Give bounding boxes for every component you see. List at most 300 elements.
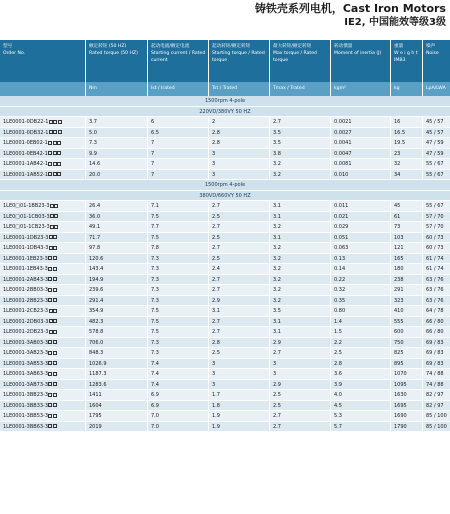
- table-cell: 47 / 59: [426, 150, 444, 157]
- placeholder-box-icon: [49, 319, 53, 323]
- table-cell: 2019: [86, 422, 148, 432]
- table-row: [0, 138, 450, 149]
- placeholder-box-icon: [50, 204, 54, 208]
- placeholder-box-icon: [54, 214, 58, 218]
- table-cell: 3: [209, 170, 270, 180]
- placeholder-box-icon: [53, 162, 57, 166]
- table-cell: 7.3: [148, 285, 209, 295]
- unit-cell: Tmax / Trated: [270, 82, 331, 96]
- table-cell: 64 / 78: [426, 308, 444, 314]
- table-cell: 600: [391, 327, 423, 337]
- table-cell: 1LE0001-0EB42-1: [0, 149, 86, 159]
- table-cell: 0.011: [331, 201, 391, 211]
- placeholder-box-icon: [49, 330, 53, 334]
- table-cell: 354.9: [86, 306, 148, 316]
- table-cell: 3: [270, 369, 331, 379]
- placeholder-box-icon: [49, 246, 53, 250]
- table-cell: 143.4: [86, 264, 148, 274]
- placeholder-box-icon: [53, 393, 57, 397]
- table-cell: 61 / 74: [426, 255, 444, 262]
- table-row: [0, 159, 450, 170]
- unit-cell: kgm²: [331, 82, 391, 96]
- table-cell: 7.7: [148, 222, 209, 232]
- table-cell: 71.7: [86, 233, 148, 243]
- table-cell: 63 / 76: [426, 297, 444, 304]
- table-cell: 45: [391, 201, 423, 211]
- table-cell: 36.0: [86, 212, 148, 222]
- table-cell: 1LE0001-0EB02-1: [0, 138, 86, 148]
- table-cell: 291.4: [86, 296, 148, 306]
- table-cell: 3.2: [270, 285, 331, 295]
- table-cell: 3.1: [270, 212, 331, 222]
- table-cell: 7.4: [148, 369, 209, 379]
- page-title: [255, 2, 446, 30]
- table-cell: 1LE0001-3AB73-3: [0, 380, 86, 390]
- table-cell: 3: [270, 359, 331, 369]
- table-cell: 74 / 88: [426, 381, 444, 388]
- unit-cell: Tst / Trated: [209, 82, 270, 96]
- table-cell: 5.0: [86, 128, 148, 138]
- table-row: [0, 212, 450, 223]
- section-voltage-band: 380VD/660VY 50 HZ: [0, 191, 450, 202]
- placeholder-box-icon: [48, 393, 52, 397]
- table-cell: 2.7: [270, 422, 331, 432]
- table-cell: 3.2: [270, 264, 331, 274]
- placeholder-box-icon: [57, 162, 61, 166]
- table-cell: 1LE0001-2DB03-3: [0, 317, 86, 327]
- table-cell: 7.8: [148, 243, 209, 253]
- table-cell: 3.7: [86, 117, 148, 127]
- table-cell: 3.2: [270, 159, 331, 169]
- table-cell: 5.7: [331, 422, 391, 432]
- header-max-torque: 最大转矩/额定转矩 Max torque / Rated torque: [270, 40, 331, 96]
- table-cell: 97.8: [86, 243, 148, 253]
- table-cell: 895: [391, 359, 423, 369]
- table-cell: 82 / 97: [426, 402, 444, 409]
- placeholder-box-icon: [53, 298, 57, 302]
- placeholder-box-icon: [58, 120, 62, 124]
- table-row: [0, 348, 450, 359]
- table-cell: 3: [209, 380, 270, 390]
- table-cell: 3.5: [270, 138, 331, 148]
- table-cell: 1095: [391, 380, 423, 390]
- header-inertia: 转动惯量 Moment of inertia (J): [331, 40, 391, 96]
- table-row: [0, 317, 450, 328]
- table-cell: 2.5: [209, 233, 270, 243]
- placeholder-box-icon: [53, 246, 57, 250]
- table-cell: 7: [148, 170, 209, 180]
- placeholder-box-icon: [48, 372, 52, 376]
- table-cell: 0.0027: [331, 128, 391, 138]
- placeholder-box-icon: [48, 288, 52, 292]
- table-cell: 0.0081: [331, 159, 391, 169]
- table-cell: 3: [209, 159, 270, 169]
- table-row: [0, 422, 450, 433]
- table-cell: 7: [148, 138, 209, 148]
- table-cell: 0.029: [331, 222, 391, 232]
- table-cell: 0.35: [331, 296, 391, 306]
- placeholder-box-icon: [48, 298, 52, 302]
- table-cell: 2.7: [209, 222, 270, 232]
- table-cell: 3.5: [270, 128, 331, 138]
- table-cell: 1LE0001-1DB23-3: [0, 233, 86, 243]
- table-cell: 6.5: [148, 128, 209, 138]
- table-row: [0, 243, 450, 254]
- table-row: [0, 401, 450, 412]
- table-cell: 63 / 76: [426, 276, 444, 283]
- section-speed-band: 1500rpm 4-pole: [0, 96, 450, 107]
- table-cell: 1690: [391, 411, 423, 421]
- placeholder-box-icon: [48, 267, 52, 271]
- table-cell: 61: [391, 212, 423, 222]
- table-cell: 3.2: [270, 275, 331, 285]
- table-cell: 3.1: [270, 201, 331, 211]
- placeholder-box-icon: [53, 403, 57, 407]
- table-cell: 1604: [86, 401, 148, 411]
- table-cell: 7.4: [148, 380, 209, 390]
- table-cell: 60 / 73: [426, 245, 444, 251]
- table-cell: 7.3: [148, 338, 209, 348]
- table-cell: 0.0047: [331, 149, 391, 159]
- table-cell: 1LE0001-2CB23-3: [0, 306, 86, 316]
- table-cell: 1.5: [331, 327, 391, 337]
- table-cell: 61 / 74: [426, 266, 444, 272]
- header-order-no: 型号 Order No.: [0, 40, 86, 96]
- table-cell: 55 / 67: [426, 203, 444, 209]
- unit-cell: Ist / Irated: [148, 82, 209, 96]
- table-cell: 6: [148, 117, 209, 127]
- table-cell: 2.8: [209, 128, 270, 138]
- table-cell: 7.5: [148, 327, 209, 337]
- table-cell: 1LE0001-2BB23-3: [0, 296, 86, 306]
- placeholder-box-icon: [53, 340, 57, 344]
- placeholder-box-icon: [49, 120, 53, 124]
- placeholder-box-icon: [48, 151, 52, 155]
- placeholder-box-icon: [48, 340, 52, 344]
- table-cell: 20.0: [86, 170, 148, 180]
- table-cell: 85 / 100: [426, 413, 447, 419]
- table-cell: 0.0041: [331, 138, 391, 148]
- table-cell: 1LE0001-1EB23-3: [0, 254, 86, 264]
- placeholder-box-icon: [48, 382, 52, 386]
- placeholder-box-icon: [53, 288, 57, 292]
- table-cell: 7.0: [148, 422, 209, 432]
- placeholder-box-icon: [48, 277, 52, 281]
- table-cell: 7.3: [148, 275, 209, 285]
- table-cell: 1LE0001-0DB32-1: [0, 128, 86, 138]
- table-cell: 4.5: [331, 401, 391, 411]
- table-cell: 7.1: [148, 201, 209, 211]
- table-cell: 2.9: [270, 338, 331, 348]
- table-cell: 1LE0001-3BB53-3: [0, 411, 86, 421]
- table-cell: 26.4: [86, 201, 148, 211]
- section-speed-band: 1500rpm 4-pole: [0, 180, 450, 191]
- table-row: [0, 170, 450, 181]
- table-cell: 323: [391, 296, 423, 306]
- table-cell: 1LE0□01-1CB23-3: [0, 222, 86, 232]
- table-cell: 2.7: [209, 317, 270, 327]
- table-cell: 0.32: [331, 285, 391, 295]
- placeholder-box-icon: [53, 130, 57, 134]
- table-cell: 1LE0001-3AB63-3: [0, 369, 86, 379]
- table-cell: 2.5: [331, 348, 391, 358]
- table-cell: 2.7: [209, 243, 270, 253]
- placeholder-box-icon: [48, 403, 52, 407]
- placeholder-box-icon: [49, 130, 53, 134]
- table-cell: 3.2: [270, 254, 331, 264]
- table-row: [0, 149, 450, 160]
- placeholder-box-icon: [49, 235, 53, 239]
- table-cell: 6.9: [148, 390, 209, 400]
- table-cell: 55 / 67: [426, 171, 444, 178]
- table-cell: 0.0021: [331, 117, 391, 127]
- table-cell: 3.5: [270, 306, 331, 316]
- table-cell: 120.6: [86, 254, 148, 264]
- table-cell: 7.0: [148, 411, 209, 421]
- table-row: [0, 201, 450, 212]
- table-cell: 45 / 57: [426, 129, 444, 136]
- table-row: [0, 338, 450, 349]
- table-cell: 4.0: [331, 390, 391, 400]
- table-cell: 2.7: [209, 201, 270, 211]
- table-cell: 3: [209, 149, 270, 159]
- table-cell: 45 / 57: [426, 119, 444, 125]
- placeholder-box-icon: [48, 162, 52, 166]
- table-cell: 60 / 73: [426, 234, 444, 241]
- header-weight: 重量 W e i g h t IMB3: [391, 40, 423, 96]
- table-row: [0, 359, 450, 370]
- table-cell: 0.021: [331, 212, 391, 222]
- placeholder-box-icon: [48, 414, 52, 418]
- table-cell: 3.1: [209, 306, 270, 316]
- table-cell: 5.3: [331, 411, 391, 421]
- table-cell: 1187.3: [86, 369, 148, 379]
- header-starting-torque: 起动转矩/额定转矩 Starting torque / Rated torque: [209, 40, 270, 96]
- table-cell: 2.2: [331, 338, 391, 348]
- table-cell: 1.7: [209, 390, 270, 400]
- title-line-1: 铸铁壳系列电机，Cast Iron Motors: [254, 2, 446, 15]
- table-row: [0, 233, 450, 244]
- table-cell: 1411: [86, 390, 148, 400]
- placeholder-box-icon: [53, 256, 57, 260]
- table-cell: 7.3: [148, 264, 209, 274]
- table-cell: 55 / 67: [426, 161, 444, 167]
- table-cell: 1LE0001-0DB22-1: [0, 117, 86, 127]
- table-cell: 2.9: [270, 380, 331, 390]
- unit-cell: [0, 82, 86, 96]
- table-cell: 165: [391, 254, 423, 264]
- table-cell: 2.8: [209, 338, 270, 348]
- table-cell: 2.5: [209, 348, 270, 358]
- placeholder-box-icon: [48, 351, 52, 355]
- table-row: [0, 296, 450, 307]
- header-starting-current: 起动电流/额定电流 Starting current / Rated current: [148, 40, 209, 96]
- table-row: [0, 117, 450, 128]
- table-cell: 57 / 70: [426, 213, 444, 220]
- table-cell: 0.14: [331, 264, 391, 274]
- placeholder-box-icon: [53, 277, 57, 281]
- table-cell: 578.8: [86, 327, 148, 337]
- table-cell: 3.6: [331, 369, 391, 379]
- table-cell: 1283.6: [86, 380, 148, 390]
- placeholder-box-icon: [53, 424, 57, 428]
- table-cell: 2.4: [209, 264, 270, 274]
- units-row: [0, 82, 450, 96]
- table-cell: 1LE0001-2BB03-3: [0, 285, 86, 295]
- placeholder-box-icon: [53, 151, 57, 155]
- table-cell: 1.4: [331, 317, 391, 327]
- table-cell: 2.5: [270, 390, 331, 400]
- table-cell: 6.9: [148, 401, 209, 411]
- table-cell: 1LE0001-3BB33-3: [0, 401, 86, 411]
- table-cell: 825: [391, 348, 423, 358]
- table-row: [0, 285, 450, 296]
- table-cell: 1LE0001-3BB23-3: [0, 390, 86, 400]
- placeholder-box-icon: [57, 172, 61, 176]
- table-cell: 1LE0001-2DB23-3: [0, 327, 86, 337]
- placeholder-box-icon: [53, 351, 57, 355]
- table-cell: 1LE0□01-1CB03-3: [0, 212, 86, 222]
- table-cell: 9.9: [86, 149, 148, 159]
- table-cell: 2.7: [209, 275, 270, 285]
- table-cell: 7.3: [86, 138, 148, 148]
- table-cell: 7.5: [148, 306, 209, 316]
- placeholder-box-icon: [48, 172, 52, 176]
- placeholder-box-icon: [50, 214, 54, 218]
- table-cell: 238: [391, 275, 423, 285]
- table-cell: 2.5: [209, 254, 270, 264]
- table-row: [0, 254, 450, 265]
- placeholder-box-icon: [53, 235, 57, 239]
- table-cell: 180: [391, 264, 423, 274]
- table-cell: 32: [391, 159, 423, 169]
- table-cell: 1LE0001-2AB43-3: [0, 275, 86, 285]
- table-cell: 7.5: [148, 212, 209, 222]
- table-row: [0, 390, 450, 401]
- table-cell: 1LE0001-1EB43-3: [0, 264, 86, 274]
- placeholder-box-icon: [53, 382, 57, 386]
- table-cell: 1LE0001-1DB43-3: [0, 243, 86, 253]
- header-rated-torque: 额定转矩 (50 HZ) Rated torque (50 HZ): [86, 40, 148, 96]
- table-cell: 1790: [391, 422, 423, 432]
- table-cell: 16: [391, 117, 423, 127]
- table-cell: 194.9: [86, 275, 148, 285]
- placeholder-box-icon: [48, 424, 52, 428]
- placeholder-box-icon: [48, 256, 52, 260]
- placeholder-box-icon: [57, 141, 61, 145]
- table-cell: 66 / 80: [426, 318, 444, 325]
- table-cell: 1630: [391, 390, 423, 400]
- table-cell: 2.8: [209, 138, 270, 148]
- placeholder-box-icon: [58, 130, 62, 134]
- table-cell: 7: [148, 149, 209, 159]
- table-cell: 1695: [391, 401, 423, 411]
- placeholder-box-icon: [48, 141, 52, 145]
- table-cell: 7.3: [148, 348, 209, 358]
- table-cell: 239.6: [86, 285, 148, 295]
- table-cell: 34: [391, 170, 423, 180]
- table-cell: 1LE0□01-1BB23-3: [0, 201, 86, 211]
- table-cell: 3.9: [331, 380, 391, 390]
- table-cell: 7.3: [148, 254, 209, 264]
- table-cell: 16.5: [391, 128, 423, 138]
- placeholder-box-icon: [53, 361, 57, 365]
- table-cell: 7.4: [148, 359, 209, 369]
- table-row: [0, 369, 450, 380]
- table-cell: 2.7: [209, 327, 270, 337]
- table-cell: 848.3: [86, 348, 148, 358]
- placeholder-box-icon: [53, 330, 57, 334]
- table-cell: 1.8: [209, 401, 270, 411]
- unit-cell: LpA/LWA: [426, 86, 446, 91]
- table-cell: 2.5: [209, 212, 270, 222]
- table-cell: 1LE0001-1AB52-1: [0, 170, 86, 180]
- table-cell: 3.2: [270, 243, 331, 253]
- table-cell: 3.1: [270, 327, 331, 337]
- table-cell: 1LE0001-3AB53-3: [0, 359, 86, 369]
- table-cell: 2.7: [209, 285, 270, 295]
- table-row: [0, 327, 450, 338]
- table-cell: 1LE0001-1AB42-1: [0, 159, 86, 169]
- table-cell: 23: [391, 149, 423, 159]
- table-cell: 2: [209, 117, 270, 127]
- table-cell: 0.010: [331, 170, 391, 180]
- table-cell: 3.1: [270, 317, 331, 327]
- table-cell: 3: [209, 359, 270, 369]
- table-cell: 2.7: [270, 117, 331, 127]
- placeholder-box-icon: [54, 225, 58, 229]
- unit-cell: kg: [391, 82, 423, 96]
- table-cell: 3.8: [270, 149, 331, 159]
- table-cell: 82 / 97: [426, 392, 444, 398]
- table-row: [0, 128, 450, 139]
- placeholder-box-icon: [57, 151, 61, 155]
- table-cell: 74 / 88: [426, 371, 444, 377]
- table-cell: 3.1: [270, 233, 331, 243]
- table-cell: 3.2: [270, 170, 331, 180]
- table-cell: 482.3: [86, 317, 148, 327]
- table-cell: 291: [391, 285, 423, 295]
- table-cell: 121: [391, 243, 423, 253]
- placeholder-box-icon: [53, 414, 57, 418]
- placeholder-box-icon: [53, 120, 57, 124]
- header-noise: 噪声 Noise: [426, 44, 439, 56]
- table-cell: 2.8: [331, 359, 391, 369]
- placeholder-box-icon: [53, 319, 57, 323]
- table-cell: 750: [391, 338, 423, 348]
- placeholder-box-icon: [53, 372, 57, 376]
- table-cell: 1.9: [209, 411, 270, 421]
- table-cell: 410: [391, 306, 423, 316]
- unit-cell: Nm: [86, 82, 148, 96]
- table-cell: 7.3: [148, 296, 209, 306]
- table-cell: 2.7: [270, 411, 331, 421]
- placeholder-box-icon: [48, 361, 52, 365]
- table-cell: 47 / 59: [426, 140, 444, 146]
- table-cell: 49.1: [86, 222, 148, 232]
- section-voltage-band: 220VD/380VY 50 HZ: [0, 107, 450, 118]
- table-cell: 69 / 83: [426, 360, 444, 367]
- table-row: [0, 306, 450, 317]
- table-row: [0, 380, 450, 391]
- table-cell: 1LE0001-3AB03-3: [0, 338, 86, 348]
- table-cell: 0.063: [331, 243, 391, 253]
- table-cell: 63 / 76: [426, 287, 444, 293]
- table-cell: 73: [391, 222, 423, 232]
- table-cell: 555: [391, 317, 423, 327]
- table-cell: 3: [209, 369, 270, 379]
- table-cell: 0.80: [331, 306, 391, 316]
